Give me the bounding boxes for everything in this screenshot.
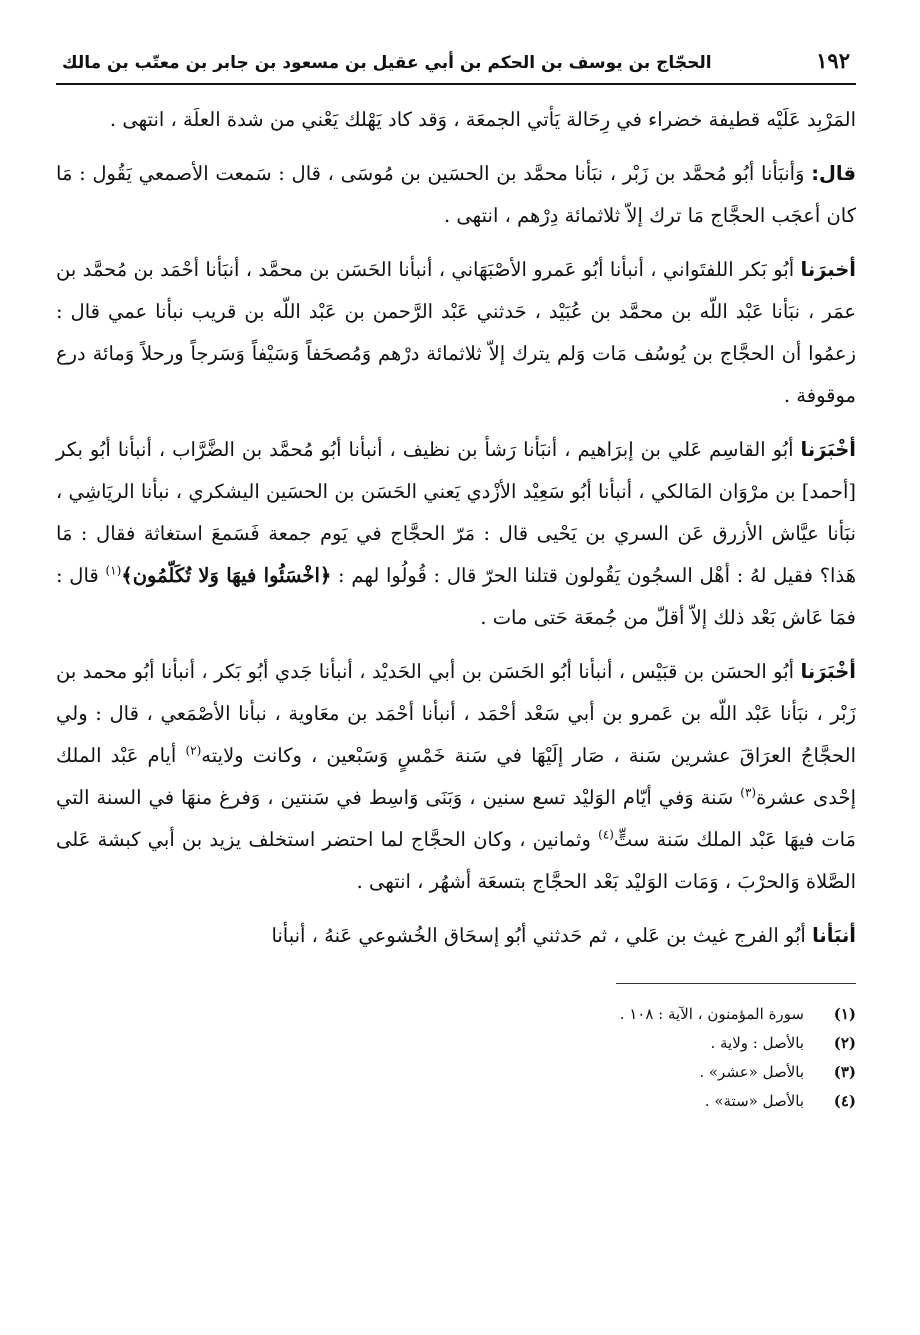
paragraph-text: أبُو القاسِم عَلي بن إبرَاهيم ، أنبَأنا رَشأ بن نظيف ، أنبأنا أبُو مُحمَّد بن الضَّرَّاب ، أنبأنا أبُو بكر [أحمد] بن مرْوَان المَالكي ، أنبأنا أبُو سَعِيْد الأزْدي يَعني الحَسَن بن الحسَين اليشكري ، نبأنا الريَاشِي ، نبَأنا عيَّاش الأزرق عَن السري بن يَحْيى قال : مَرّ الحجَّاج في يَوم جمعة فَسَمعَ استغاثة فقال : مَا هَذا؟ فقيل لهُ : أهْل السجُون يَقُولون قتلنا الحرّ قال : قُولُوا لهم : [56,438,856,587]
paragraph-4 [56,429,856,639]
main-text [56,99,856,957]
paragraph-text: أبُو الحسَن بن قبَيْس ، أنبأنا أبُو الحَسَن بن أبي الحَديْد ، أنبأنا جَدي أبُو بَكر ، أنبأنا أبُو محمد بن زَبْر ، نبَأنا عَبْد اللّه بن عَمرو بن أبي سَعْد أحْمَد ، أنبأنا أحْمَد بن معَاوية ، نبأنا الأصْمَعي ، قال : ولي الحجَّاجُ العرَاقَ عشرين سَنة ، صَار إلَيْهَا في سَنة خَمْسٍ وَسَبْعين ، وكانت ولايته [56,660,856,767]
quran-verse: ﴿اخْسَئُوا فيهَا وَلا تُكَلّمُون﴾ [121,564,332,587]
paragraph-1 [56,99,856,141]
footnote-item [56,1029,856,1058]
page-header [56,48,856,85]
paragraph-text: وثمانين ، وكان الحجَّاج لما احتضر استخلف يزيد بن أبي كبشة عَلى الصَّلاة وَالحرْبَ ، وَمَات الوَليْد بَعْد الحجَّاج بتسعَة أشهُر ، انتهى . [56,828,856,893]
paragraph-text: المَرْبِد عَلَيْه قطيفة خضراء في رِحَالة يَأتي الجمعَة ، وَقد كاد يَهْلك يَعْني من شدة العلَة ، انتهى . [109,108,856,131]
footnote-text: بالأصل : ولاية . [710,1034,804,1052]
paragraph-text: أبُو الفرج غيث بن عَلي ، ثم حَدثني أبُو إسحَاق الخُشوعي عَنهُ ، أنبأنا [271,924,813,947]
footnote-ref-3[interactable]: (٣) [740,785,757,800]
paragraph-2 [56,153,856,237]
footnote-ref-1[interactable]: (١) [105,563,122,578]
paragraph-text: أيام عَبْد الملك إحْدى عشرة [56,744,856,809]
footnote-item [56,1000,856,1029]
footnote-number: (٤) [833,1092,856,1110]
paragraph-text: سَنة وَفي أيّام الوَليْد تسع سنين ، وَبَنَى وَاسِط في سَنتين ، وَفرغ منهَا في السنة التي مَات فيهَا عَبْد الملك سَنة ستٍّ [56,786,856,851]
footnote-divider [616,983,856,984]
paragraph-lead-word: أخبرَنا [800,258,856,281]
book-page [56,48,856,1288]
footnote-number: (١) [833,1005,856,1023]
page-number: ١٩٢ [816,48,850,73]
footnote-item [56,1058,856,1087]
paragraph-text: وَأنبَأنا أبُو مُحمَّد بن زَبْر ، نبَأنا محمَّد بن الحسَين بن مُوسَى ، قال : سَمعت الأصمعي يَقُول : مَا كان أعجَب الحجَّاج مَا ترك إلاّ ثلاثمائة دِرْهم ، انتهى . [56,162,856,227]
paragraph-text: قال : فمَا عَاش بَعْد ذلك إلاّ أقلّ من جُمعَة حَتى مات . [56,564,856,629]
footnote-number: (٢) [833,1034,856,1052]
paragraph-lead-word: أنبَأنا [812,924,856,947]
footnote-item [56,1087,856,1116]
footnote-ref-2[interactable]: (٢) [185,743,202,758]
footnotes [56,1000,856,1116]
footnote-text: بالأصل «ستة» . [704,1092,804,1110]
footnote-ref-4[interactable]: (٤) [598,827,614,842]
running-title: الحجّاج بن يوسف بن الحكم بن أبي عقيل بن مسعود بن جابر بن معتّب بن مالك [62,53,712,73]
paragraph-lead-word: أخْبَرَنا [800,438,856,461]
paragraph-3 [56,249,856,417]
paragraph-6 [56,915,856,957]
paragraph-5 [56,651,856,903]
paragraph-lead-word: قال: [811,162,856,185]
paragraph-lead-word: أخْبَرَنا [800,660,856,683]
footnote-number: (٣) [833,1063,856,1081]
footnote-text: بالأصل «عشر» . [699,1063,804,1081]
footnote-text: سورة المؤمنون ، الآية : ١٠٨ . [619,1005,804,1023]
paragraph-text: أبُو بَكر اللفتَواني ، أنبأنا أبُو عَمرو الأصْبَهَاني ، أنبأنا الحَسَن بن محمَّد ، أنبَأنا أحْمَد بن مُحمَّد بن عمَر ، نبَأنا عَبْد اللّه بن محمَّد بن عُبَيْد ، حَدثني عَبْد الرَّحمن بن عَبْد اللّه بن قريب نبأنا عمي قال : زعمُوا أن الحجَّاج بن يُوسُف مَات وَلم يترك إلاّ ثلاثمائة درْهم وَمُصحَفاً وَسَيْفاً وَسَرجاً ورحلاً وَمائة درع موقوفة . [56,258,856,407]
